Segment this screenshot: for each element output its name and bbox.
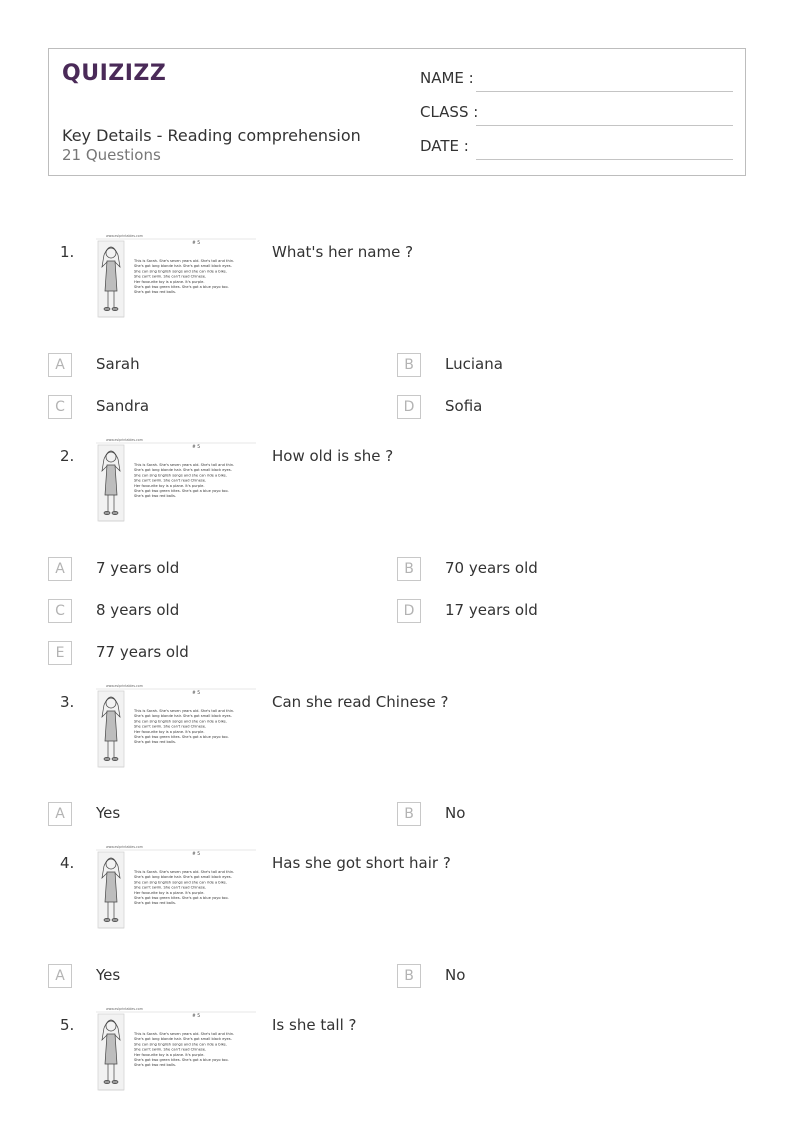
- girl-figure: [98, 445, 124, 521]
- option-b[interactable]: [397, 964, 697, 988]
- option-b[interactable]: [397, 557, 697, 581]
- worksheet-thumbnail: [96, 435, 258, 525]
- worksheet-thumbnail: [96, 1004, 258, 1094]
- option-letter: A: [48, 353, 72, 377]
- question-text: Is she tall ?: [272, 1016, 357, 1034]
- option-d[interactable]: [397, 599, 697, 623]
- thumbnail-mark: # 5: [192, 852, 201, 857]
- question-text: What's her name ?: [272, 243, 414, 261]
- passage-line: She's got two green kites. She's got a blue yoyo too.: [134, 1058, 229, 1062]
- passage-line: She can't swim. She can't read Chinese.: [134, 724, 207, 729]
- date-label: DATE :: [420, 137, 469, 155]
- thumbnail-url: www.eslprintables.com: [106, 845, 143, 849]
- passage-line: She's got two green kites. She's got a blue yoyo too.: [134, 285, 229, 289]
- passage-line: She can't swim. She can't read Chinese.: [134, 478, 207, 483]
- option-b[interactable]: [397, 353, 697, 377]
- class-line[interactable]: [476, 125, 733, 126]
- thumbnail-url: www.eslprintables.com: [106, 684, 143, 688]
- option-e[interactable]: [48, 641, 348, 665]
- option-text: 17 years old: [445, 601, 538, 619]
- date-field[interactable]: [420, 137, 733, 161]
- option-text: 8 years old: [96, 601, 180, 619]
- passage-line: This is Sarah. She's seven years old. She's tall and thin.: [134, 463, 235, 467]
- option-letter: D: [397, 395, 421, 419]
- question-text: How old is she ?: [272, 447, 394, 465]
- option-letter: C: [48, 599, 72, 623]
- passage-line: Her favourite toy is a plane. It's purple.: [134, 483, 205, 488]
- worksheet-thumbnail: [96, 231, 258, 321]
- option-letter: B: [397, 964, 421, 988]
- option-letter: B: [397, 353, 421, 377]
- question-number: 2.: [60, 447, 75, 465]
- thumbnail-mark: # 5: [192, 445, 201, 450]
- passage-line: Her favourite toy is a plane. It's purple.: [134, 1052, 205, 1057]
- worksheet-title: Key Details - Reading comprehension: [62, 126, 361, 145]
- worksheet-thumbnail: [96, 681, 258, 771]
- passage-line: She's got long blonde hair. She's got small black eyes.: [134, 468, 232, 473]
- passage-line: She's got long blonde hair. She's got small black eyes.: [134, 875, 232, 880]
- passage-line: She's got two red balls.: [134, 494, 177, 499]
- option-letter: A: [48, 557, 72, 581]
- passage-line: Her favourite toy is a plane. It's purple.: [134, 890, 205, 895]
- passage-line: This is Sarah. She's seven years old. She's tall and thin.: [134, 259, 235, 263]
- passage-line: This is Sarah. She's seven years old. She's tall and thin.: [134, 1032, 235, 1036]
- thumbnail-url: www.eslprintables.com: [106, 438, 143, 442]
- passage-line: Her favourite toy is a plane. It's purple.: [134, 729, 205, 734]
- passage-line: This is Sarah. She's seven years old. She's tall and thin.: [134, 709, 235, 713]
- girl-figure: [98, 1014, 124, 1090]
- passage-line: She's got long blonde hair. She's got small black eyes.: [134, 264, 232, 269]
- option-a[interactable]: [48, 802, 348, 826]
- name-line[interactable]: [476, 91, 733, 92]
- option-d[interactable]: [397, 395, 697, 419]
- thumbnail-url: www.eslprintables.com: [106, 1007, 143, 1011]
- girl-figure: [98, 241, 124, 317]
- passage-line: She's got two red balls.: [134, 740, 177, 745]
- worksheet-header: [48, 48, 746, 176]
- question-number: 5.: [60, 1016, 75, 1034]
- option-letter: A: [48, 802, 72, 826]
- passage-line: She's got long blonde hair. She's got small black eyes.: [134, 1037, 232, 1042]
- girl-figure: [98, 852, 124, 928]
- option-text: Sarah: [96, 355, 140, 373]
- option-c[interactable]: [48, 599, 348, 623]
- option-letter: B: [397, 557, 421, 581]
- option-letter: B: [397, 802, 421, 826]
- quizizz-logo: QUIZIZZ: [62, 61, 167, 86]
- question-image: [96, 1004, 258, 1094]
- question-image: [96, 842, 258, 932]
- question-image: [96, 681, 258, 771]
- option-text: 7 years old: [96, 559, 180, 577]
- option-text: Luciana: [445, 355, 503, 373]
- class-field[interactable]: [420, 103, 733, 127]
- option-a[interactable]: [48, 353, 348, 377]
- passage-line: She can't swim. She can't read Chinese.: [134, 1047, 207, 1052]
- class-label: CLASS :: [420, 103, 479, 121]
- passage-line: She's got long blonde hair. She's got small black eyes.: [134, 714, 232, 719]
- option-text: 77 years old: [96, 643, 189, 661]
- passage-line: She can sing English songs and she can ride a bike.: [134, 880, 227, 885]
- name-label: NAME :: [420, 69, 474, 87]
- option-text: 70 years old: [445, 559, 538, 577]
- thumbnail-mark: # 5: [192, 691, 201, 696]
- question-number: 1.: [60, 243, 75, 261]
- question-count: 21 Questions: [62, 146, 161, 164]
- option-letter: E: [48, 641, 72, 665]
- thumbnail-mark: # 5: [192, 241, 201, 246]
- option-a[interactable]: [48, 557, 348, 581]
- option-letter: D: [397, 599, 421, 623]
- question-number: 4.: [60, 854, 75, 872]
- question-text: Has she got short hair ?: [272, 854, 451, 872]
- passage-line: She can sing English songs and she can ride a bike.: [134, 269, 227, 274]
- passage-line: She can't swim. She can't read Chinese.: [134, 885, 207, 890]
- date-line[interactable]: [476, 159, 733, 160]
- passage-line: She's got two red balls.: [134, 901, 177, 906]
- girl-figure: [98, 691, 124, 767]
- question-text: Can she read Chinese ?: [272, 693, 449, 711]
- passage-line: She's got two green kites. She's got a blue yoyo too.: [134, 489, 229, 493]
- question-image: [96, 231, 258, 321]
- thumbnail-mark: # 5: [192, 1014, 201, 1019]
- passage-line: Her favourite toy is a plane. It's purple.: [134, 279, 205, 284]
- question-number: 3.: [60, 693, 75, 711]
- passage-line: She can sing English songs and she can ride a bike.: [134, 719, 227, 724]
- option-text: Sandra: [96, 397, 150, 415]
- option-letter: C: [48, 395, 72, 419]
- option-text: Yes: [96, 966, 121, 984]
- option-b[interactable]: [397, 802, 697, 826]
- thumbnail-url: www.eslprintables.com: [106, 234, 143, 238]
- option-a[interactable]: [48, 964, 348, 988]
- passage-line: She can sing English songs and she can ride a bike.: [134, 473, 227, 478]
- question-image: [96, 435, 258, 525]
- name-field[interactable]: [420, 69, 733, 93]
- option-text: Yes: [96, 804, 121, 822]
- option-letter: A: [48, 964, 72, 988]
- passage-line: She's got two green kites. She's got a blue yoyo too.: [134, 735, 229, 739]
- passage-line: This is Sarah. She's seven years old. She's tall and thin.: [134, 870, 235, 874]
- option-text: Sofia: [445, 397, 483, 415]
- passage-line: She can't swim. She can't read Chinese.: [134, 274, 207, 279]
- option-c[interactable]: [48, 395, 348, 419]
- passage-line: She's got two red balls.: [134, 1063, 177, 1068]
- worksheet-thumbnail: [96, 842, 258, 932]
- option-text: No: [445, 966, 466, 984]
- passage-line: She's got two green kites. She's got a blue yoyo too.: [134, 896, 229, 900]
- passage-line: She's got two red balls.: [134, 290, 177, 295]
- passage-line: She can sing English songs and she can ride a bike.: [134, 1042, 227, 1047]
- option-text: No: [445, 804, 466, 822]
